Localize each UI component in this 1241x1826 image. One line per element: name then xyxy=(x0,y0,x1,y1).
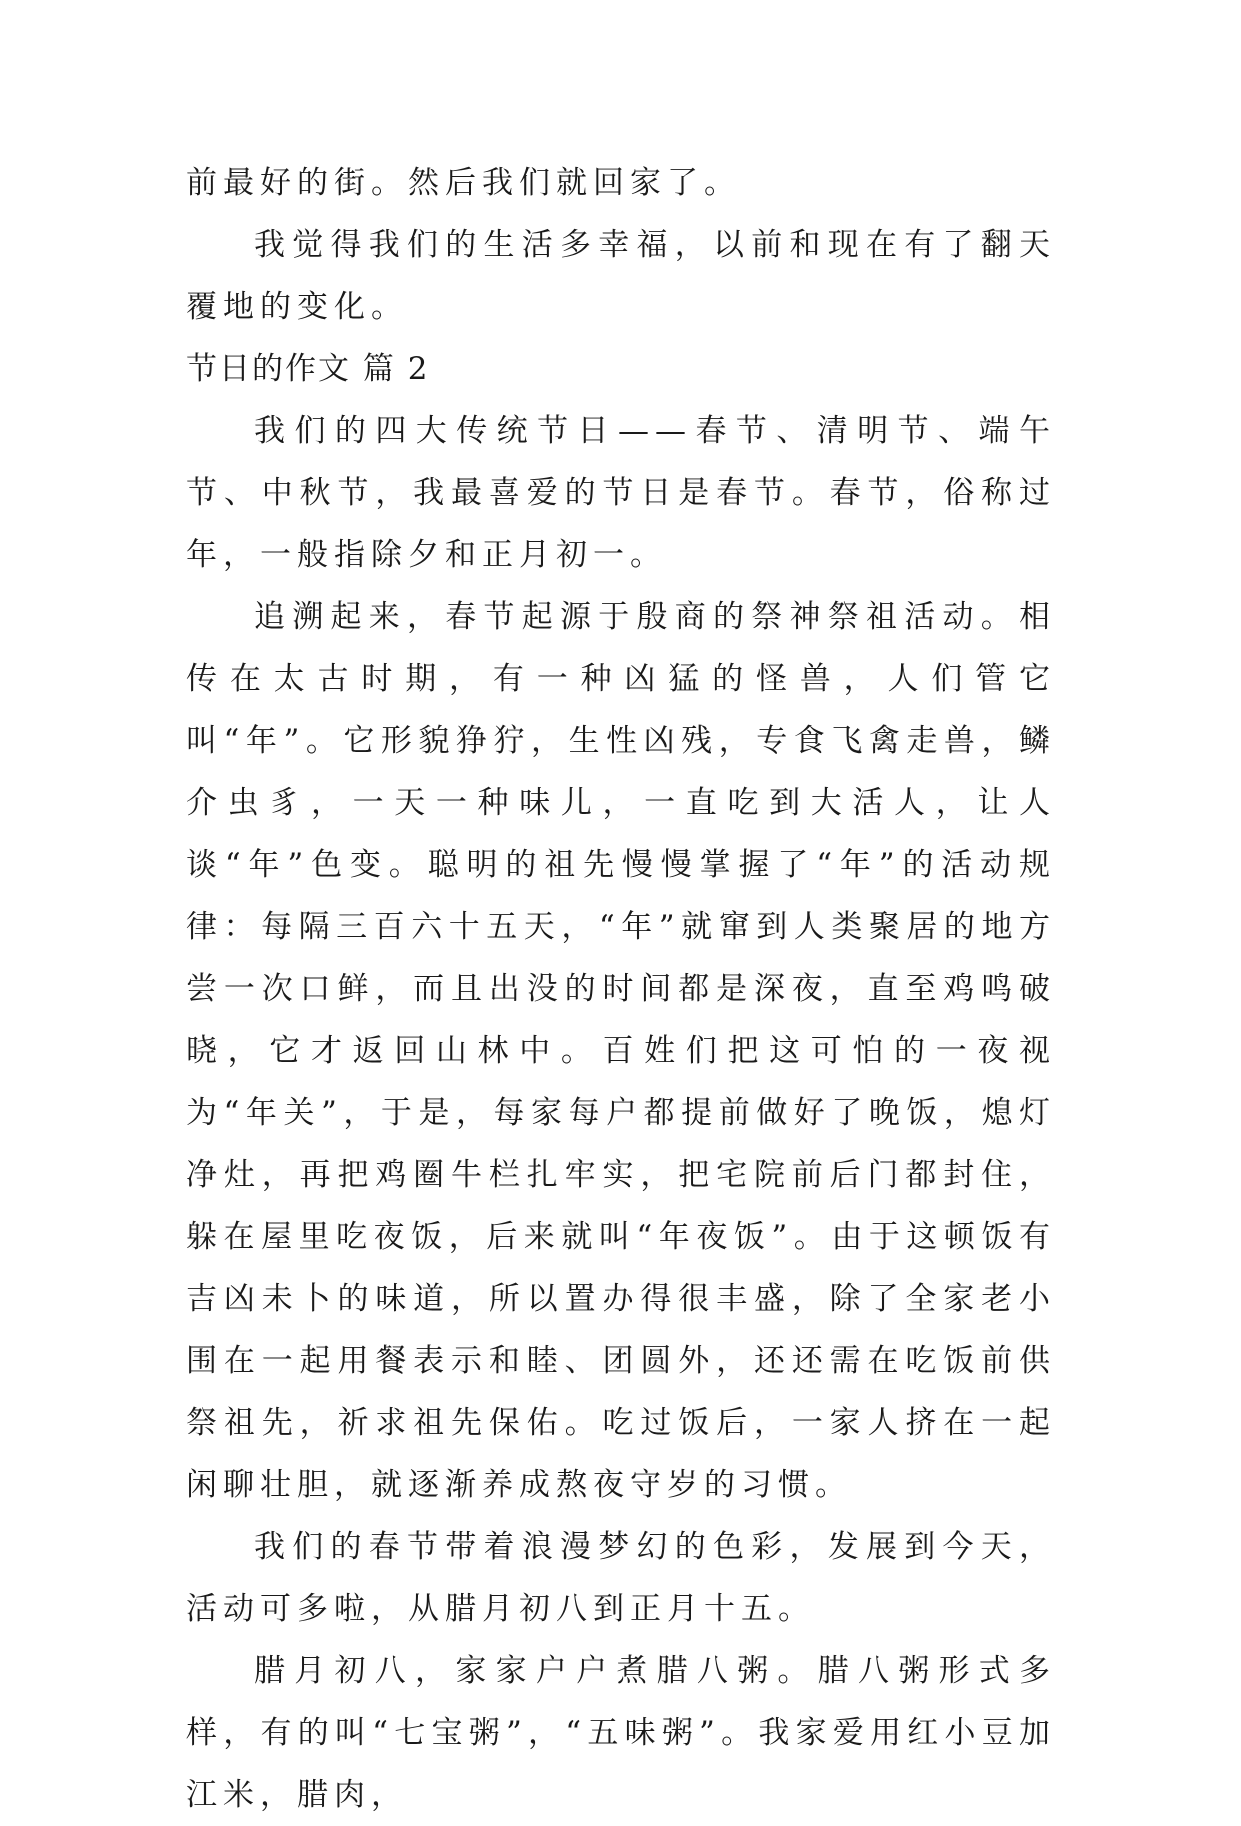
document-body xyxy=(186,152,1056,1826)
paragraph: 我们的春节带着浪漫梦幻的色彩，发展到今天，活动可多啦，从腊月初八到正月十五。 xyxy=(186,1529,1056,1627)
paragraph: 追溯起来，春节起源于殷商的祭神祭祖活动。相传在太古时期，有一种凶猛的怪兽，人们管它叫“年”。它形貌狰狞，生性凶残，专食飞禽走兽，鳞介虫豸，一天一种味儿，一直吃到大活人，让人谈“年”色变。聪明的祖先慢慢掌握了“年”的活动规律：每隔三百六十五天，“年”就窜到人类聚居的地方尝一次口鲜，而且出没的时间都是深夜，直至鸡鸣破晓，它才返回山林中。百姓们把这可怕的一夜视为“年关”，于是，每家每户都提前做好了晚饭，熄灯净灶，再把鸡圈牛栏扎牢实，把宅院前后门都封住，躲在屋里吃夜饭，后来就叫“年夜饭”。由于这顿饭有吉凶未卜的味道，所以置办得很丰盛，除了全家老小围在一起用餐表示和睦、团圆外，还还需在吃饭前供祭祖先，祈求祖先保佑。吃过饭后，一家人挤在一起闲聊壮胆，就逐渐养成熬夜守岁的习惯。 xyxy=(186,599,1056,1503)
paragraph: 我们的四大传统节日——春节、清明节、端午节、中秋节，我最喜爱的节日是春节。春节，俗称过年，一般指除夕和正月初一。 xyxy=(186,413,1056,573)
paragraph: 我觉得我们的生活多幸福，以前和现在有了翻天覆地的变化。 xyxy=(186,227,1056,325)
paragraph: 腊月初八，家家户户煮腊八粥。腊八粥形式多样，有的叫“七宝粥”，“五味粥”。我家爱用红小豆加江米，腊肉， xyxy=(186,1653,1056,1813)
paragraph-continued: 前最好的街。然后我们就回家了。 xyxy=(186,165,741,201)
section-heading: 节日的作文 篇 2 xyxy=(186,351,430,387)
